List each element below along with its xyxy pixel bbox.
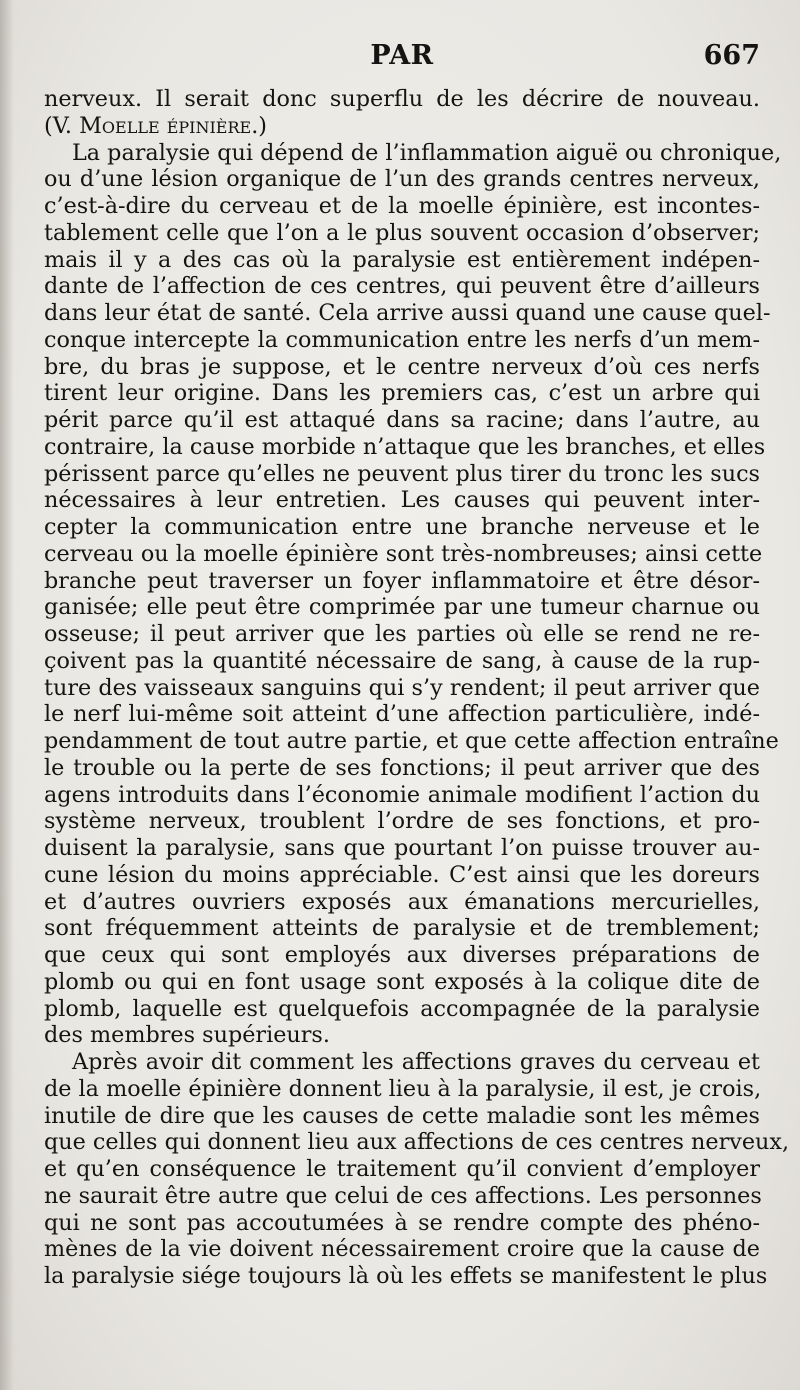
text-line: plomb ou qui en font usage sont exposés à la colique dite de <box>44 968 760 995</box>
text-line: cepter la communication entre une branche nerveuse et le <box>44 514 760 540</box>
text-line: (V. Moelle épinière.) <box>44 112 268 139</box>
page-edge-shadow <box>0 0 14 1390</box>
text-line: périssent parce qu’elles ne peuvent plus tirer du tronc les sucs <box>44 460 760 487</box>
text-line: et d’autres ouvriers exposés aux émanations mercurielles, <box>44 888 760 915</box>
running-title: PAR <box>370 40 434 71</box>
text-line: c’est-à-dire du cerveau et de la moelle épinière, est incontes- <box>44 193 760 219</box>
text-line: Après avoir dit comment les affections graves du cerveau et <box>72 1049 760 1075</box>
text-line: que ceux qui sont employés aux diverses préparations de <box>44 942 760 968</box>
text-line: bre, du bras je suppose, et le centre nerveux d’où ces nerfs <box>44 353 760 380</box>
text-line: qui ne sont pas accoutumées à se rendre compte des phéno- <box>44 1209 760 1236</box>
text-line: tirent leur origine. Dans les premiers cas, c’est un arbre qui <box>44 380 760 407</box>
text-line: osseuse; il peut arriver que les parties où elle se rend ne re- <box>44 621 760 647</box>
text-line: nécessaires à leur entretien. Les causes qui peuvent inter- <box>44 487 760 514</box>
text-line: cerveau ou la moelle épinière sont très-nombreuses; ainsi cette <box>44 540 763 567</box>
page-number: 667 <box>703 40 760 71</box>
text-line: La paralysie qui dépend de l’inflammation aiguë ou chronique, <box>72 139 782 166</box>
text-line: périt parce qu’il est attaqué dans sa racine; dans l’autre, au <box>44 407 760 433</box>
text-line: de la moelle épinière donnent lieu à la paralysie, il est, je crois, <box>44 1075 762 1102</box>
text-line: contraire, la cause morbide n’attaque que les branches, et elles <box>44 433 766 460</box>
text-line: conque intercepte la communication entre les nerfs d’un mem- <box>44 326 760 353</box>
text-line: inutile de dire que les causes de cette maladie sont les mêmes <box>44 1102 760 1129</box>
text-line: mènes de la vie doivent nécessairement croire que la cause de <box>44 1236 760 1263</box>
text-line: plomb, laquelle est quelquefois accompagnée de la paralysie <box>44 995 760 1022</box>
text-line: duisent la paralysie, sans que pourtant l’on puisse trouver au- <box>44 835 760 861</box>
text-line: sont fréquemment atteints de paralysie et de tremblement; <box>44 915 760 942</box>
text-line: pendamment de tout autre partie, et que cette affection entraîne <box>44 728 779 754</box>
text-line: des membres supérieurs. <box>44 1022 330 1049</box>
paragraph-3 <box>44 1049 790 1290</box>
text-line: dans leur état de santé. Cela arrive aussi quand une cause quel- <box>44 300 771 326</box>
text-line: dante de l’affection de ces centres, qui peuvent être d’ailleurs <box>44 273 760 300</box>
page-header <box>44 40 760 80</box>
text-line: que celles qui donnent lieu aux affections de ces centres nerveux, <box>44 1129 790 1156</box>
text-line: ture des vaisseaux sanguins qui s’y rendent; il peut arriver que <box>44 674 760 701</box>
text-line: cune lésion du moins appréciable. C’est ainsi que les doreurs <box>44 861 760 888</box>
text-line: le trouble ou la perte de ses fonctions; il peut arriver que des <box>44 754 760 781</box>
text-line: ganisée; elle peut être comprimée par une tumeur charnue ou <box>44 594 760 621</box>
text-line: tablement celle que l’on a le plus souvent occasion d’observer; <box>44 219 760 246</box>
text-line: ne saurait être autre que celui de ces affections. Les personnes <box>44 1182 762 1209</box>
text-line: branche peut traverser un foyer inflammatoire et être désor- <box>44 567 760 594</box>
text-line: nerveux. Il serait donc superflu de les décrire de nouveau. <box>44 86 760 112</box>
text-line: ou d’une lésion organique de l’un des grands centres nerveux, <box>44 166 760 193</box>
text-line: mais il y a des cas où la paralysie est entièrement indépen- <box>44 246 760 273</box>
text-line: la paralysie siége toujours là où les effets se manifestent le plus <box>44 1263 768 1289</box>
body-text <box>44 86 790 1290</box>
paragraph-2 <box>44 139 782 1050</box>
text-line: le nerf lui-même soit atteint d’une affection particulière, indé- <box>44 701 760 728</box>
paragraph-1 <box>44 86 760 140</box>
text-line: système nerveux, troublent l’ordre de ses fonctions, et pro- <box>44 808 760 835</box>
text-line: agens introduits dans l’économie animale modifient l’action du <box>44 781 760 808</box>
text-line: çoivent pas la quantité nécessaire de sang, à cause de la rup- <box>44 647 760 674</box>
text-line: et qu’en conséquence le traitement qu’il convient d’employer <box>44 1156 760 1182</box>
